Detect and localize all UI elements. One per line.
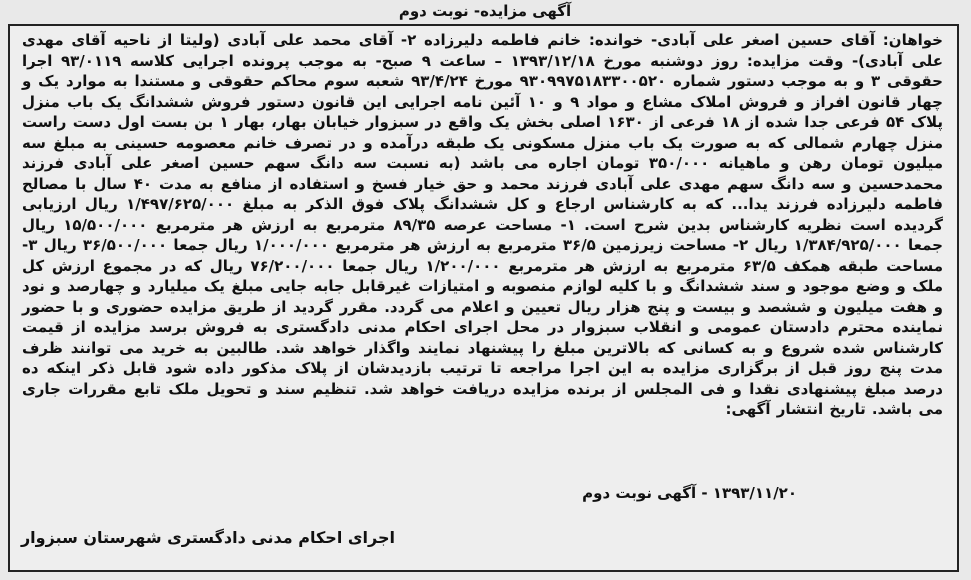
publication-line: ۱۳۹۳/۱۱/۲۰ - آگهی نوبت دوم <box>582 484 797 502</box>
notice-frame <box>8 24 959 572</box>
issuer-signature: اجرای احکام مدنی دادگستری شهرستان سبزوار <box>20 528 395 547</box>
notice-body: خواهان: آقای حسین اصغر علی آبادی- خوانده: خانم فاطمه دلیرزاده ۲- آقای محمد علی آبادی (ولیتا از ناحیه آقای مهدی علی آبادی)- وقت مزایده: روز دوشنبه مورخ ۱۳۹۳/۱۲/۱۸ – ساعت ۹ صبح- به موجب پرونده اجرایی کلاسه ۹۳/۰۱۱۹ اجرا حقوقی ۳ و به موجب دستور شماره ۹۳۰۹۹۷۵۱۸۳۳۰۰۵۲۰ مورخ ۹۳/۴/۲۴ شعبه سوم محاکم حقوقی و مستندا به موارد یک و چهار قانون افراز و فروش املاک مشاع و مواد ۹ و ۱۰ آئین نامه اجرایی این قانون دستور فروش ششدانگ یک باب منزل پلاک ۵۴ فرعی جدا شده از ۱۸ فرعی از ۱۶۳۰ اصلی بخش یک واقع در سبزوار خیابان بهار، بهار ۱ بن بست اول دست راست منزل چهارم شمالی که به صورت یک باب منزل مسکونی یک طبقه درآمده و در تصرف خانم معصومه حسینی به مبلغ سه میلیون تومان رهن و ماهیانه ۳۵۰/۰۰۰ تومان اجاره می باشد (به نسبت سه دانگ سهم حسین اصغر علی آبادی فرزند محمدحسین و سه دانگ سهم مهدی علی آبادی فرزند محمد و حق خیار فسخ و استفاده از منافع به مدت ۴۰ سال با مصالح فاطمه دلیرزاده فرزند یدا... که به کارشناس ارجاع و کل ششدانگ پلاک فوق الذکر به مبلغ ۱/۴۹۷/۶۲۵/۰۰۰ ریال ارزیابی گردیده است نظریه کارشناس بدین شرح است. ۱- مساحت عرصه ۸۹/۳۵ مترمربع به ارزش هر مترمربع ۱۵/۵۰۰/۰۰۰ ریال جمعا ۱/۳۸۴/۹۲۵/۰۰۰ ریال ۲- مساحت زیرزمین ۳۶/۵ مترمربع به ارزش هر مترمربع ۱/۰۰۰/۰۰۰ ریال جمعا ۳۶/۵۰۰/۰۰۰ ریال ۳- مساحت طبقه همکف ۶۳/۵ مترمربع به ارزش هر مترمربع ۱/۲۰۰/۰۰۰ ریال جمعا ۷۶/۲۰۰/۰۰۰ ریال که در مجموع ارزش کل ملک و وضع موجود و سند ششدانگ و با کلیه لوازم منصوبه و امتیازات غیرقابل جابه جایی مبلغ یک میلیارد و چهارصد و نود و هفت میلیون و ششصد و بیست و پنج هزار ریال تعیین و اعلام می گردد. مقرر گردید از طریق مزایده حضوری و با حضور نماینده محترم دادستان عمومی و انقلاب سبزوار در محل اجرای احکام مدنی دادگستری به فروش برسد مزایده از قیمت کارشناس شده شروع و به کسانی که بالاترین مبلغ را پیشنهاد نمایند واگذار خواهد شد. طالبین به خرید می توانند ظرف مدت پنج روز قبل از برگزاری مزایده به این اجرا مراجعه تا ترتیب بازدیدشان از پلاک مذکور داده شود قابل ذکر اینکه ده درصد مبلغ پیشنهادی نقدا و فی المجلس از برنده مزایده دریافت خواهد شد. تنظیم سند و تحویل ملک تابع مقررات جاری می باشد. تاریخ انتشار آگهی: <box>22 31 943 418</box>
notice-title: آگهی مزایده- نوبت دوم <box>398 2 572 20</box>
